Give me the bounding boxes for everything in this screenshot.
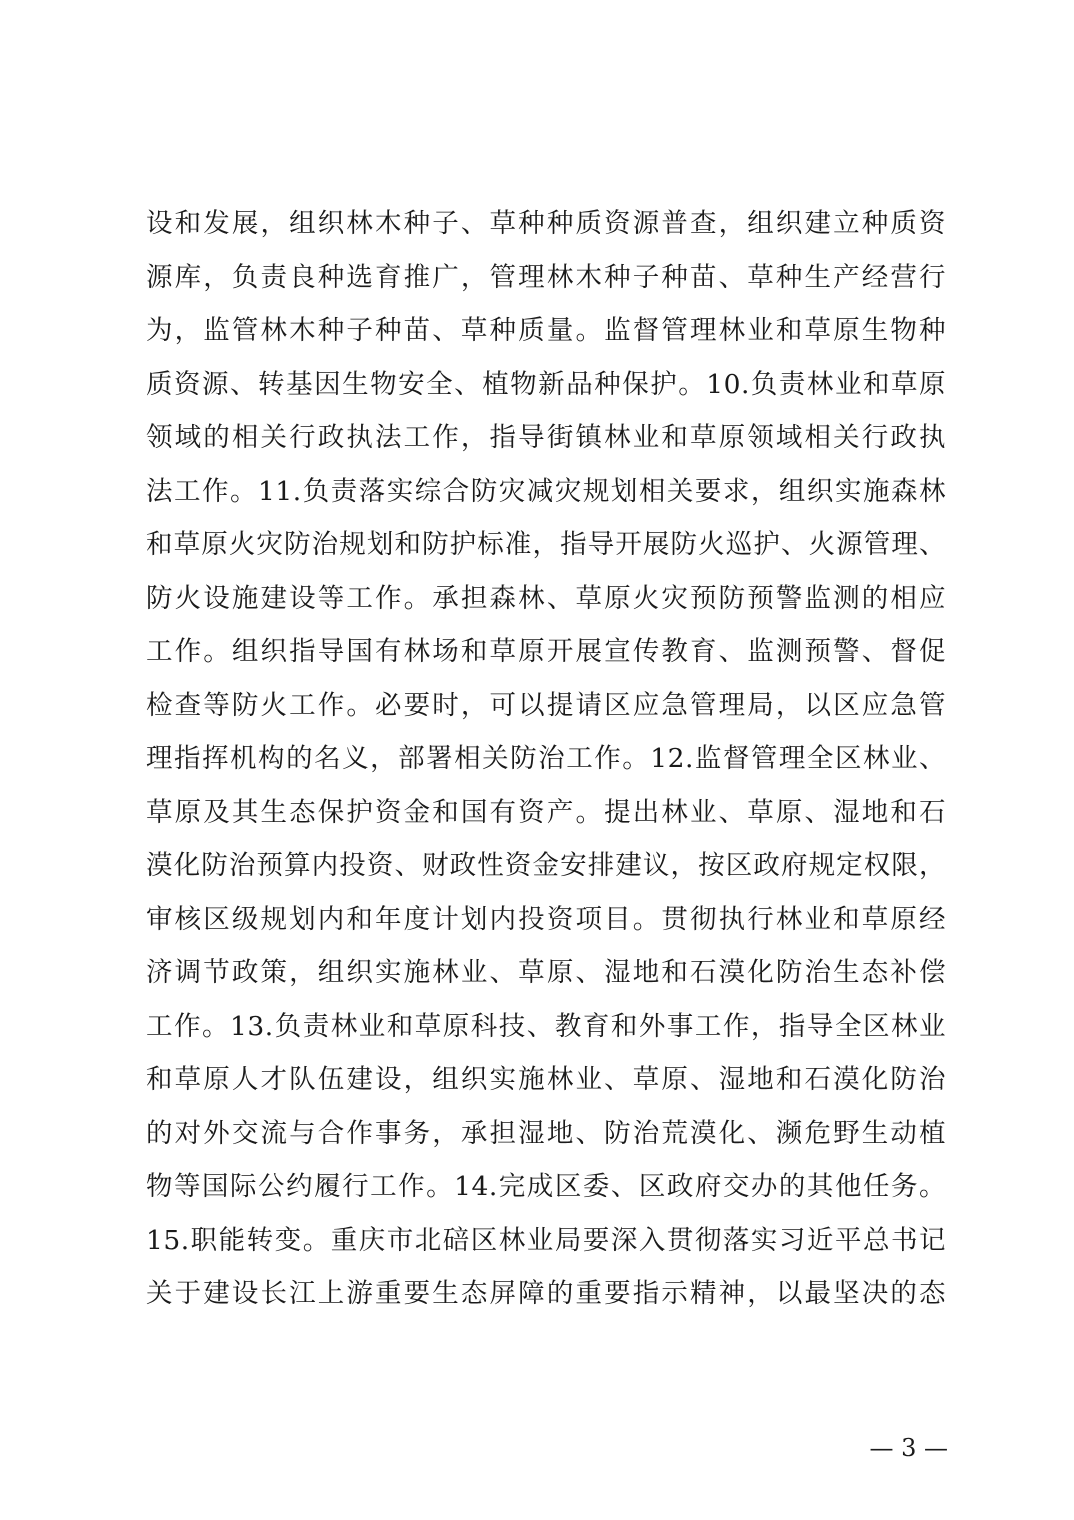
text-line-1: 设和发展，组织林木种子、草种种质资源普查，组织建立种质资 [146,208,946,239]
text-line-16: 工作。13.负责林业和草原科技、教育和外事工作，指导全区林业 [146,1010,946,1042]
text-line-2: 源库，负责良种选育推广，管理林木种子种苗、草种生产经营行 [146,261,946,293]
text-line-11: 理指挥机构的名义，部署相关防治工作。12.监督管理全区林业、 [146,743,946,774]
text-line-7: 和草原火灾防治规划和防护标准，指导开展防火巡护、火源管理、 [146,529,946,560]
text-line-17: 和草原人才队伍建设，组织实施林业、草原、湿地和石漠化防治 [146,1064,946,1095]
text-line-4: 质资源、转基因生物安全、植物新品种保护。10.负责林业和草原 [146,368,946,400]
text-line-10: 检查等防火工作。必要时，可以提请区应急管理局，以区应急管 [146,689,946,721]
text-line-9: 工作。组织指导国有林场和草原开展宣传教育、监测预警、督促 [146,636,946,667]
text-line-14: 审核区级规划内和年度计划内投资项目。贯彻执行林业和草原经 [146,903,946,935]
text-line-3: 为，监管林木种子种苗、草种质量。监督管理林业和草原生物种 [146,315,946,346]
text-line-6: 法工作。11.负责落实综合防灾减灾规划相关要求，组织实施森林 [146,475,946,507]
text-line-18: 的对外交流与合作事务，承担湿地、防治荒漠化、濒危野生动植 [146,1117,946,1149]
text-line-20: 15.职能转变。重庆市北碚区林业局要深入贯彻落实习近平总书记 [146,1224,946,1256]
text-line-8: 防火设施建设等工作。承担森林、草原火灾预防预警监测的相应 [146,582,946,614]
text-line-12: 草原及其生态保护资金和国有资产。提出林业、草原、湿地和石 [146,796,946,828]
text-line-13: 漠化防治预算内投资、财政性资金安排建议，按区政府规定权限， [146,850,946,881]
body-text [146,197,946,1321]
text-line-15: 济调节政策，组织实施林业、草原、湿地和石漠化防治生态补偿 [146,957,946,988]
text-line-19: 物等国际公约履行工作。14.完成区委、区政府交办的其他任务。 [146,1171,946,1202]
text-line-21: 关于建设长江上游重要生态屏障的重要指示精神，以最坚决的态 [146,1278,946,1309]
page-number: — 3 — [869,1434,948,1462]
text-line-5: 领域的相关行政执法工作，指导街镇林业和草原领域相关行政执 [146,422,946,453]
